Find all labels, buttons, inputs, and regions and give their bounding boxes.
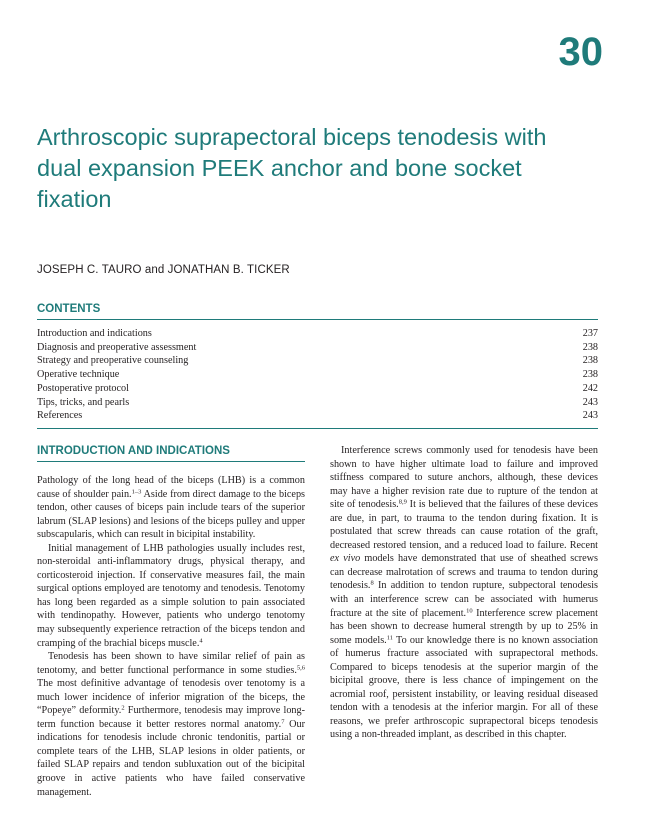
toc-entry [37,396,598,410]
toc-entry-page: 243 [582,410,598,422]
toc-entry-page: 238 [582,341,598,353]
body-column-left [37,474,305,799]
toc-entry-page: 242 [582,382,598,394]
toc-entry [37,382,598,396]
toc-entry-page: 238 [582,369,598,381]
toc-entry [37,409,598,423]
section-heading-rule [37,461,305,462]
citation: 8 [370,579,374,587]
toc-entry-label: References [37,410,83,422]
toc-entry [37,354,598,368]
citation: 1–3 [131,488,142,496]
toc-entry-page: 243 [582,396,598,408]
paragraph: Tenodesis has been shown to have similar relief of pain as tenotomy, and better functional performance in some studies.$^{5,6}$ The most definitive advantage of tenodesis over tenotomy is a much lower incidence of inferior migration of the biceps, the “Popeye” deformity.$^2$ Furthermore, tenodesis may improve long-term function because it better restores normal anatomy.$^7$ Our indications for tenodesis include chronic tendonitis, partial or complete tears of the LHB, SLAP lesions in older patients, or failed SLAP repairs and tendon subluxation out of the bicipital groove in active patients who have failed conservative management. [37,651,305,798]
toc-entry-label: Diagnosis and preoperative assessment [37,341,197,353]
paragraph: Initial management of LHB pathologies usually includes rest, non-steroidal anti-inflammatory drugs, physical therapy, and corticosteroid injection. If conservative measures fail, the main surgical options employed are tenotomy and tenodesis. Tenotomy has long been regarded as a simple solution to pain associated with tendinopathy. However, patients who undergo tenotomy may subsequently experience retraction of the biceps tendon and cramping of the brachial biceps muscle.$^4$ [37,542,305,649]
toc-entry [37,327,598,341]
contents-bottom-rule [37,428,598,429]
chapter-authors: JOSEPH C. TAURO and JONATHAN B. TICKER [37,264,290,276]
toc-entry-label: Postoperative protocol [37,382,129,394]
toc-entry-page: 238 [582,355,598,367]
citation: 10 [466,607,473,615]
body-column-right [330,444,598,742]
toc-entry [37,341,598,355]
toc-entry-page: 237 [582,328,598,339]
citation: 8,9 [398,498,407,506]
section-heading: INTRODUCTION AND INDICATIONS [37,445,230,457]
toc-entry-label: Operative technique [37,369,120,381]
toc-entry-label: Tips, tricks, and pearls [37,396,130,408]
toc-entry [37,368,598,382]
citation: 2 [121,704,125,712]
citation: 11 [386,634,393,642]
chapter-title: Arthroscopic suprapectoral biceps tenodesis with dual expansion PEEK anchor and bone socket fixation [37,124,547,212]
paragraph: Pathology of the long head of the biceps (LHB) is a common cause of shoulder pain.$^{1-3}$ Aside from direct damage to the biceps tendon, other causes of biceps pain include tears of the superior labrum (SLAP lesions) and lesions of the biceps pulley and upper subscapularis, which can result in bicipital instability. [37,475,305,541]
contents-heading: CONTENTS [37,303,101,315]
citation: 5,6 [296,664,305,672]
contents-top-rule [37,319,598,320]
paragraph: Interference screws commonly used for tenodesis have been shown to have higher ultimate load to failure and improved stiffness compared to suture anchors, although, these devices may have a higher revision rate due to rupture of the tendon at site of tenodesis.$^{8,9}$ It is believed that the failures of these devices are due, in part, to trauma to the tendon during fixation. It is postulated that screw threads can cause rotation of the graft, decreased restored tension, and a reduced load to failure. Recent ex vivo models have demonstrated that use of sheathed screws can decrease malrotation of screws and trauma to tendon during tenodesis.$^8$ In addition to tendon rupture, subpectoral tenodesis with an interference screw can be associated with humerus fracture at the site of placement.$^{10}$ Interference screw placement has been shown to decrease humeral strength by up to 25% in some models.$^{11}$ To our knowledge there is no known association of humerus fracture associated with suprapectoral methods. Compared to biceps tenodesis at the superior margin of the bicipital groove, there is less chance of impingement on the acromial roof, persistent instability, or leaving residual diseased tendon with a tenodesis at the inferior margin. For all of these reasons, we prefer arthroscopic suprapectoral biceps tenodesis using a non-threaded implant, as described in this chapter. [330,445,599,741]
chapter-number: 30 [558,30,603,74]
citation: 7 [281,718,285,726]
toc-entry-label: Introduction and indications [37,328,152,339]
citation: 4 [199,637,203,645]
table-of-contents [37,327,598,423]
toc-entry-label: Strategy and preoperative counseling [37,355,189,367]
